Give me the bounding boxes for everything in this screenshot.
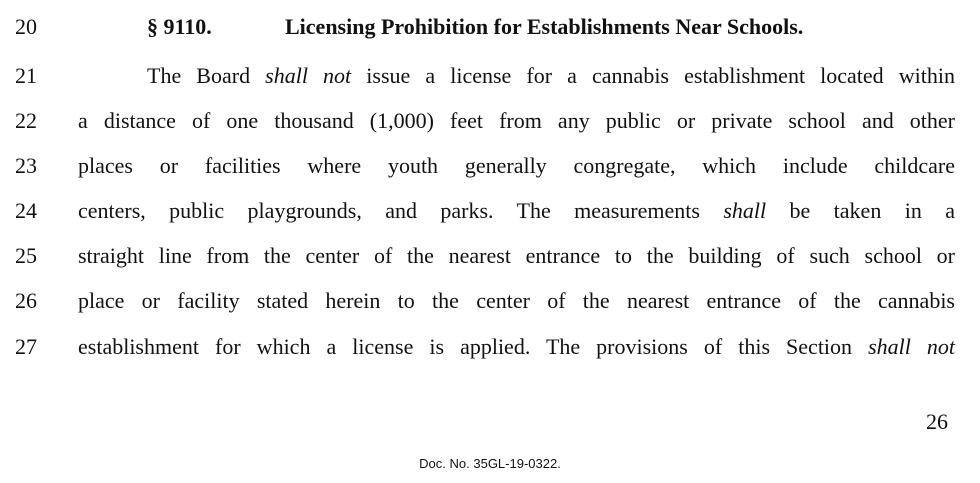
line-text: [147, 63, 955, 89]
body-line: [0, 334, 980, 378]
line-text: [78, 108, 955, 134]
text-segment-italic: shall: [723, 198, 767, 223]
line-number: 21: [15, 63, 37, 88]
body-line: [0, 153, 980, 197]
body-line: [0, 198, 980, 242]
text-segment: places or facilities where youth generally congregate, which include childcare: [78, 153, 955, 178]
line-text: [78, 288, 955, 314]
text-segment: straight line from the center of the nearest entrance to the building of such school or: [78, 243, 955, 268]
line-number: 24: [15, 198, 37, 223]
line-number: 23: [15, 153, 37, 178]
text-segment: a distance of one thousand (1,000) feet from any public or private school and other: [78, 108, 955, 133]
line-text: [78, 153, 955, 179]
body-line: [0, 108, 980, 152]
text-segment-italic: shall not: [265, 63, 352, 88]
text-segment: be taken in a: [766, 198, 955, 223]
line-text: [78, 334, 955, 360]
line-number: 27: [15, 334, 37, 359]
line-number: 26: [15, 288, 37, 313]
line-text: [78, 243, 955, 269]
text-segment: The Board: [147, 63, 266, 88]
heading-line: [0, 14, 980, 58]
line-text: [78, 198, 955, 224]
line-number: 20: [15, 14, 37, 39]
text-segment: centers, public playgrounds, and parks. The measurements: [78, 198, 724, 223]
body-line: [0, 63, 980, 107]
document-number: Doc. No. 35GL-19-0322.: [419, 456, 561, 471]
body-line: [0, 288, 980, 332]
text-segment: establishment for which a license is applied. The provisions of this Section: [78, 334, 869, 359]
body-line: [0, 243, 980, 287]
section-title: Licensing Prohibition for Establishments Near Schools.: [285, 14, 804, 39]
text-segment: place or facility stated herein to the center of the nearest entrance of the cannabis: [78, 288, 955, 313]
text-segment-italic: shall not: [868, 334, 956, 359]
page-number: 26: [926, 409, 948, 434]
text-segment: issue a license for a cannabis establishment located within: [351, 63, 956, 88]
line-number: 22: [15, 108, 37, 133]
line-number: 25: [15, 243, 37, 268]
section-number: § 9110.: [147, 14, 212, 39]
